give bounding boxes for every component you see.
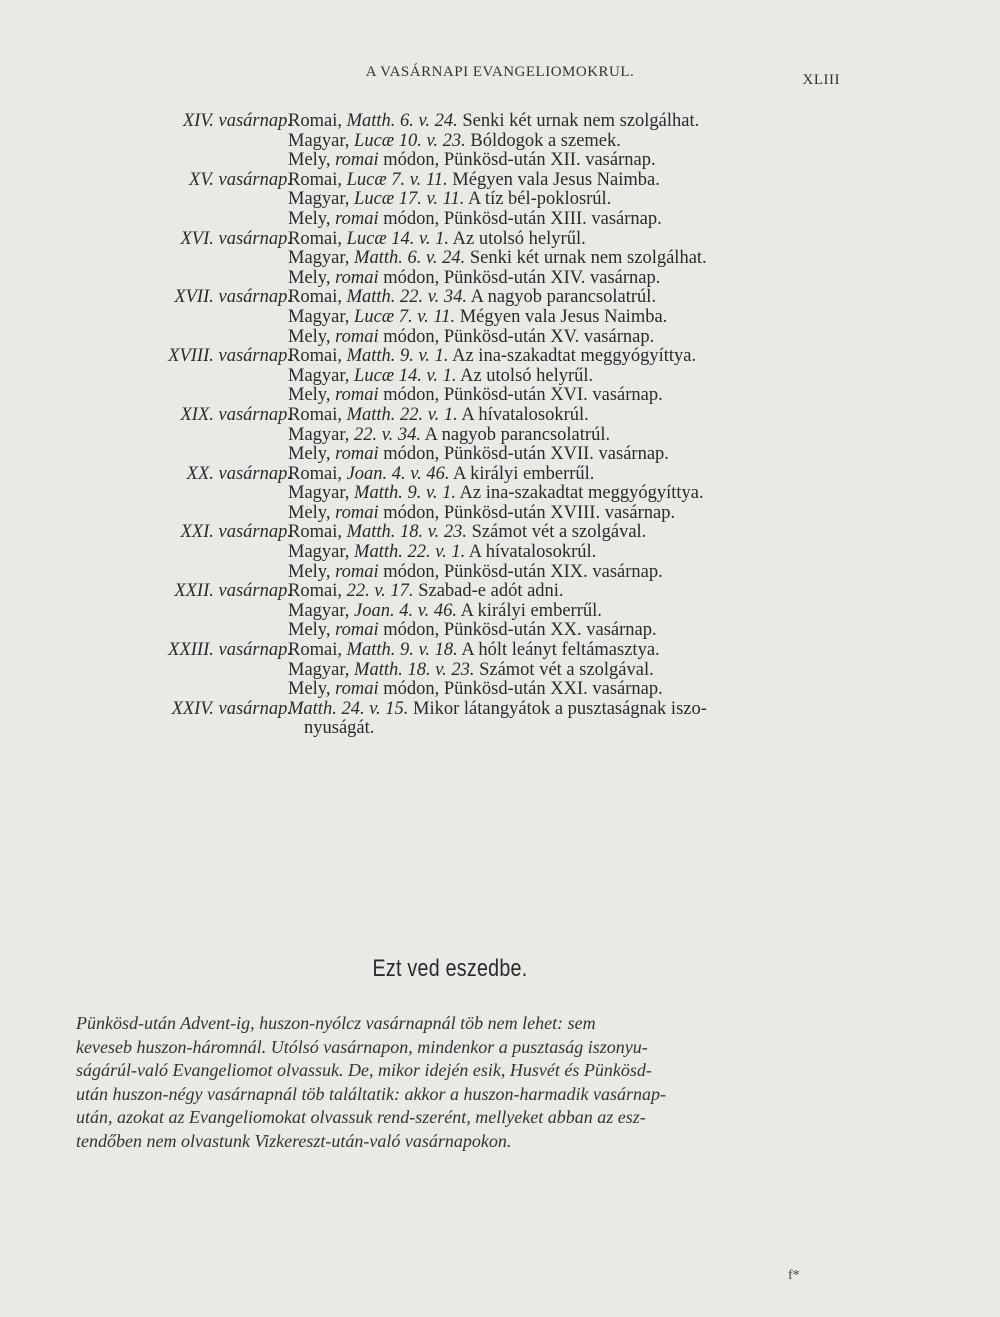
signature-mark: f* [788,1268,800,1283]
reading-line [100,504,840,524]
reading-line [100,621,840,641]
reading-line [100,641,840,661]
reading-rite: Magyar, [288,659,355,680]
scripture-reference: Joan. 4. v. 46. [354,600,457,621]
sunday-label: XX. vasárnap. [186,463,292,484]
reading-line [100,661,840,681]
scripture-reference: Matth. 9. v. 1. [346,346,449,367]
reading-line [100,406,840,426]
scripture-reference: Lucæ 17. v. 11. [354,189,465,210]
reading-rite: Romai, [288,287,347,308]
reading-rite: Romai, [288,111,347,131]
reading-title: módon, Pünkösd-után XVII. vasárnap. [378,444,669,465]
scripture-reference: romai [335,561,379,582]
scripture-reference: Matth. 18. v. 23. [346,522,467,543]
reading-line [100,210,840,230]
reading-rite: Magyar, [288,600,355,621]
reading-line [100,308,840,328]
reading-line [100,112,840,132]
reading-line-continuation: nyuságát. [304,718,375,739]
reading-line [100,386,840,406]
note-heading: Ezt ved eszedbe. [372,955,528,982]
reading-line [100,132,840,152]
sunday-entry [100,171,840,230]
page-number: XLIII [802,72,840,88]
reading-line [100,700,840,720]
sunday-label: XVIII. vasárnap. [168,346,292,367]
reading-line [100,328,840,348]
sunday-label: XVI. vasárnap. [180,228,292,249]
reading-title: módon, Pünkösd-után XVI. vasárnap. [378,385,663,406]
reading-rite: Mely, [288,444,336,465]
scripture-reference: Joan. 4. v. 46. [346,463,450,484]
scripture-reference: Matth. 18. v. 23. [354,659,475,680]
reading-rite: Mely, [288,385,336,406]
note-line: keveseb huszon-háromnál. Utólsó vasárnapon, mindenkor a pusztaság iszonyu- [76,1036,648,1057]
reading-title: Szabad-e adót adni. [413,581,564,602]
reading-rite: Romai, [288,581,347,602]
scripture-reference: romai [335,326,379,347]
reading-title: A hívatalosokrúl. [457,404,589,425]
reading-line [100,563,840,583]
note-line: után huszon-négy vasárnapnál töb találtatik: akkor a huszon-harmadik vasárnap- [76,1083,666,1104]
scripture-reference: Matth. 9. v. 1. [354,483,456,504]
scripture-reference: romai [335,620,379,641]
scripture-reference: Lucæ 10. v. 23. [354,130,466,151]
reading-rite: Magyar, [288,306,355,327]
scripture-reference: romai [335,679,379,700]
reading-line [100,367,840,387]
reading-title: Számot vét a szolgával. [474,659,654,680]
scripture-reference: romai [335,385,379,406]
reading-line [100,602,840,622]
reading-title: Senki két urnak nem szolgálhat. [465,248,707,269]
reading-title: Mégyen vala Jesus Naimba. [447,169,660,190]
reading-rite: Romai, [288,463,347,484]
reading-rite: Magyar, [288,189,355,210]
scripture-reference: Lucæ 7. v. 11. [346,169,448,190]
reading-rite: Romai, [288,169,347,190]
reading-title: A királyi emberrűl. [449,463,595,484]
sunday-entry [100,523,840,582]
reading-title: A hívatalosokrúl. [465,542,597,563]
reading-rite: Magyar, [288,365,355,386]
reading-title: A tíz bél-poklosrúl. [464,189,612,210]
reading-rite: Mely, [288,150,336,171]
scripture-reference: Matth. 22. v. 1. [346,404,458,425]
sunday-entry [100,288,840,347]
sunday-entry [100,641,840,700]
scripture-reference: Lucæ 14. v. 1. [354,365,457,386]
scripture-reference: romai [335,502,379,523]
reading-line [100,582,840,602]
running-head: A VASÁRNAPI EVANGELIOMOKRUL. [365,64,635,80]
scripture-reference: Matth. 9. v. 18. [346,640,458,661]
scripture-reference: Matth. 6. v. 24. [354,248,466,269]
sunday-label: XVII. vasárnap. [174,287,292,308]
reading-title: A nagyob parancsolatrúl. [421,424,611,445]
reading-rite: Mely, [288,502,336,523]
reading-line [100,543,840,563]
sunday-entry [100,582,840,641]
reading-line [100,445,840,465]
scripture-reference: Matth. 22. v. 1. [354,542,466,563]
sunday-list [100,112,840,739]
scripture-reference: Matth. 6. v. 24. [346,111,458,131]
sunday-label: XXIV. vasárnap. [171,698,292,719]
scripture-reference: romai [335,150,379,171]
reading-title: módon, Pünkösd-után XIV. vasárnap. [378,267,661,288]
sunday-entry [100,406,840,465]
reading-rite: Magyar, [288,130,355,151]
reading-title: módon, Pünkösd-után XII. vasárnap. [378,150,656,171]
reading-line [100,269,840,289]
scripture-reference: romai [335,444,379,465]
reading-title: Az utolsó helyrűl. [456,365,594,386]
note-line: tendőben nem olvastunk Vizkereszt-után-való vasárnapokon. [76,1130,512,1151]
reading-title: módon, Pünkösd-után XIII. vasárnap. [378,208,662,229]
reading-title: Mégyen vala Jesus Naimba. [455,306,668,327]
sunday-label: XIX. vasárnap. [180,404,292,425]
reading-rite: Magyar, [288,424,355,445]
reading-rite: Romai, [288,404,347,425]
reading-title: A hólt leányt feltámasztya. [457,640,660,661]
reading-title: A nagyob parancsolatrúl. [467,287,657,308]
note-line: Pünkösd-után Advent-ig, huszon-nyólcz vasárnapnál töb nem lehet: sem [76,1013,596,1033]
scripture-reference: Matth. 24. v. 15. [288,698,409,719]
reading-line [100,426,840,446]
reading-title: módon, Pünkösd-után XV. vasárnap. [378,326,655,347]
reading-rite: Mely, [288,679,336,700]
reading-rite: Mely, [288,620,336,641]
note-line: ságárúl-való Evangeliomot olvassuk. De, mikor idején esik, Husvét és Pünkösd- [76,1060,652,1080]
sunday-label: XIV. vasárnap. [182,111,292,131]
reading-rite: Romai, [288,228,347,249]
reading-title: A királyi emberrűl. [456,600,602,621]
reading-rite: Romai, [288,640,347,661]
reading-title: módon, Pünkösd-után XIX. vasárnap. [378,561,663,582]
reading-rite: Magyar, [288,483,355,504]
reading-title: módon, Pünkösd-után XVIII. vasárnap. [378,502,676,523]
sunday-entry [100,465,840,524]
reading-title: módon, Pünkösd-után XX. vasárnap. [378,620,657,641]
reading-line [100,190,840,210]
reading-title: Az utolsó helyrűl. [449,228,586,249]
reading-rite: Romai, [288,522,347,543]
reading-title: Mikor látangyátok a pusztaságnak iszo- [408,698,707,719]
reading-line [100,523,840,543]
reading-rite: Magyar, [288,248,355,269]
sunday-entry [100,700,840,739]
reading-title: Bóldogok a szemek. [465,130,621,151]
reading-line [100,465,840,485]
scripture-reference: Lucæ 7. v. 11. [354,306,456,327]
reading-line [100,249,840,269]
reading-line [100,680,840,700]
sunday-label: XXIII. vasárnap. [168,640,292,661]
reading-rite: Mely, [288,561,336,582]
scripture-reference: Lucæ 14. v. 1. [346,228,450,249]
reading-line [100,230,840,250]
sunday-entry [100,112,840,171]
reading-rite: Mely, [288,267,336,288]
reading-line [100,171,840,191]
reading-line [100,151,840,171]
sunday-entry [100,230,840,289]
reading-title: Senki két urnak nem szolgálhat. [457,111,700,131]
scripture-reference: Matth. 22. v. 34. [346,287,467,308]
reading-rite: Romai, [288,346,347,367]
reading-rite: Magyar, [288,542,355,563]
reading-line [100,484,840,504]
reading-line [100,347,840,367]
sunday-entry [100,347,840,406]
note-line: után, azokat az Evangeliomokat olvassuk rend-szerént, mellyeket abban az esz- [76,1107,646,1127]
reading-title: módon, Pünkösd-után XXI. vasárnap. [378,679,663,700]
reading-title: Számot vét a szolgával. [467,522,647,543]
reading-title: Az ina-szakadtat meggyógyíttya. [455,483,704,504]
scripture-reference: romai [335,267,379,288]
sunday-label: XV. vasárnap. [189,169,292,190]
sunday-label: XXII. vasárnap. [174,581,292,602]
scripture-reference: 22. v. 34. [354,424,422,445]
scripture-reference: romai [335,208,379,229]
note-paragraph [76,1012,822,1153]
scripture-reference: 22. v. 17. [346,581,414,602]
reading-rite: Mely, [288,326,336,347]
reading-rite: Mely, [288,208,336,229]
reading-line [100,288,840,308]
sunday-label: XXI. vasárnap. [180,522,292,543]
reading-title: Az ina-szakadtat meggyógyíttya. [448,346,697,367]
